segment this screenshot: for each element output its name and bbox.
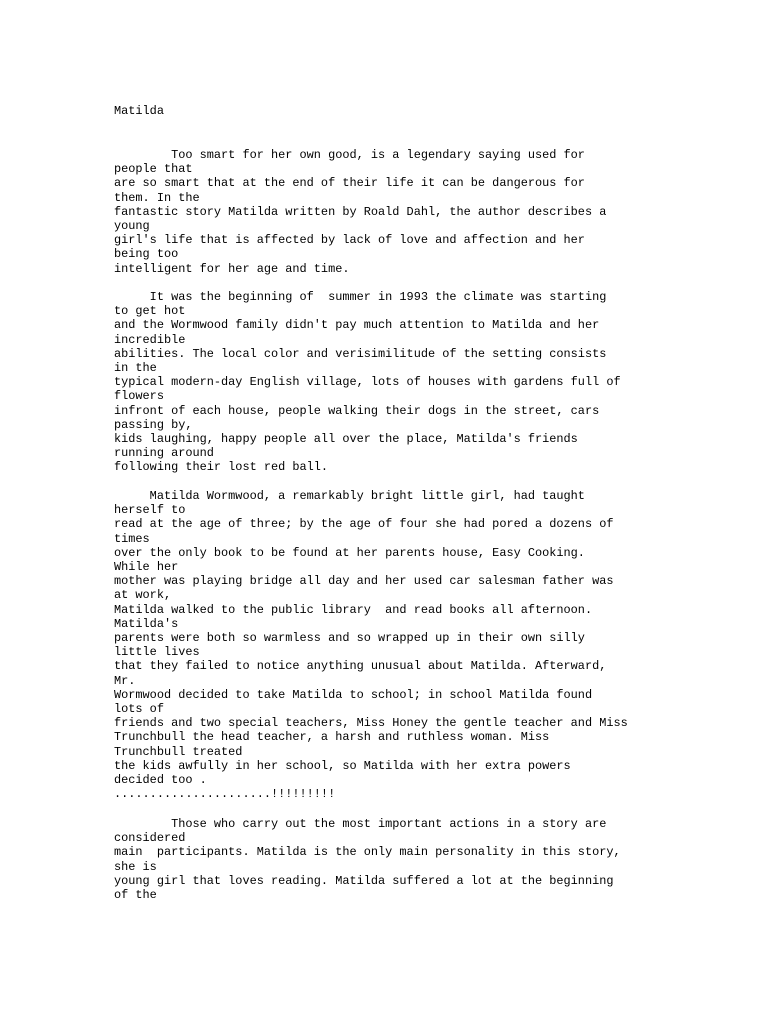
paragraph-intro: Too smart for her own good, is a legendary saying used for people that are so smart that at the end of their life it can be dangerous for them. In the fantastic story Matilda written by Roald Dahl, the author describes a young girl's life that is affected by lack of love and affection and her being too intelligent for her age and time. xyxy=(114,148,607,276)
paragraph-plot: Matilda Wormwood, a remarkably bright little girl, had taught herself to read at the age of three; by the age of four she had pored a dozens of times over the only book to be found at her parents house, Easy Cooking. While her mother was playing bridge all day and her used car salesman father was at work, Matilda walked to the public library and read books all afternoon. Matilda's parents were both so warmless and so wrapped up in their own silly little lives that they failed to notice anything unusual about Matilda. Afterward, Mr. Wormwood decided to take Matilda to school; in school Matilda found lots of friends and two special teachers, Miss Honey the gentle teacher and Miss Trunchbull the head teacher, a harsh and ruthless woman. Miss Trunchbull treated the kids awfully in her school, so Matilda with her extra powers decided too . ......................!!!!!!!!! xyxy=(114,489,628,802)
paragraph-setting: It was the beginning of summer in 1993 the climate was starting to get hot and the Wormwood family didn't pay much attention to Matilda and her incredible abilities. The local color and verisimilitude of the setting consists in the typical modern-day English village, lots of houses with gardens full of flowers infront of each house, people walking their dogs in the street, cars passing by, kids laughing, happy people all over the place, Matilda's friends running around following their lost red ball. xyxy=(114,290,621,475)
paragraph-characters: Those who carry out the most important actions in a story are considered main participants. Matilda is the only main personality in this story, she is young girl that loves reading. Matilda suffered a lot at the beginning of the xyxy=(114,817,621,903)
document-title: Matilda xyxy=(114,104,164,118)
